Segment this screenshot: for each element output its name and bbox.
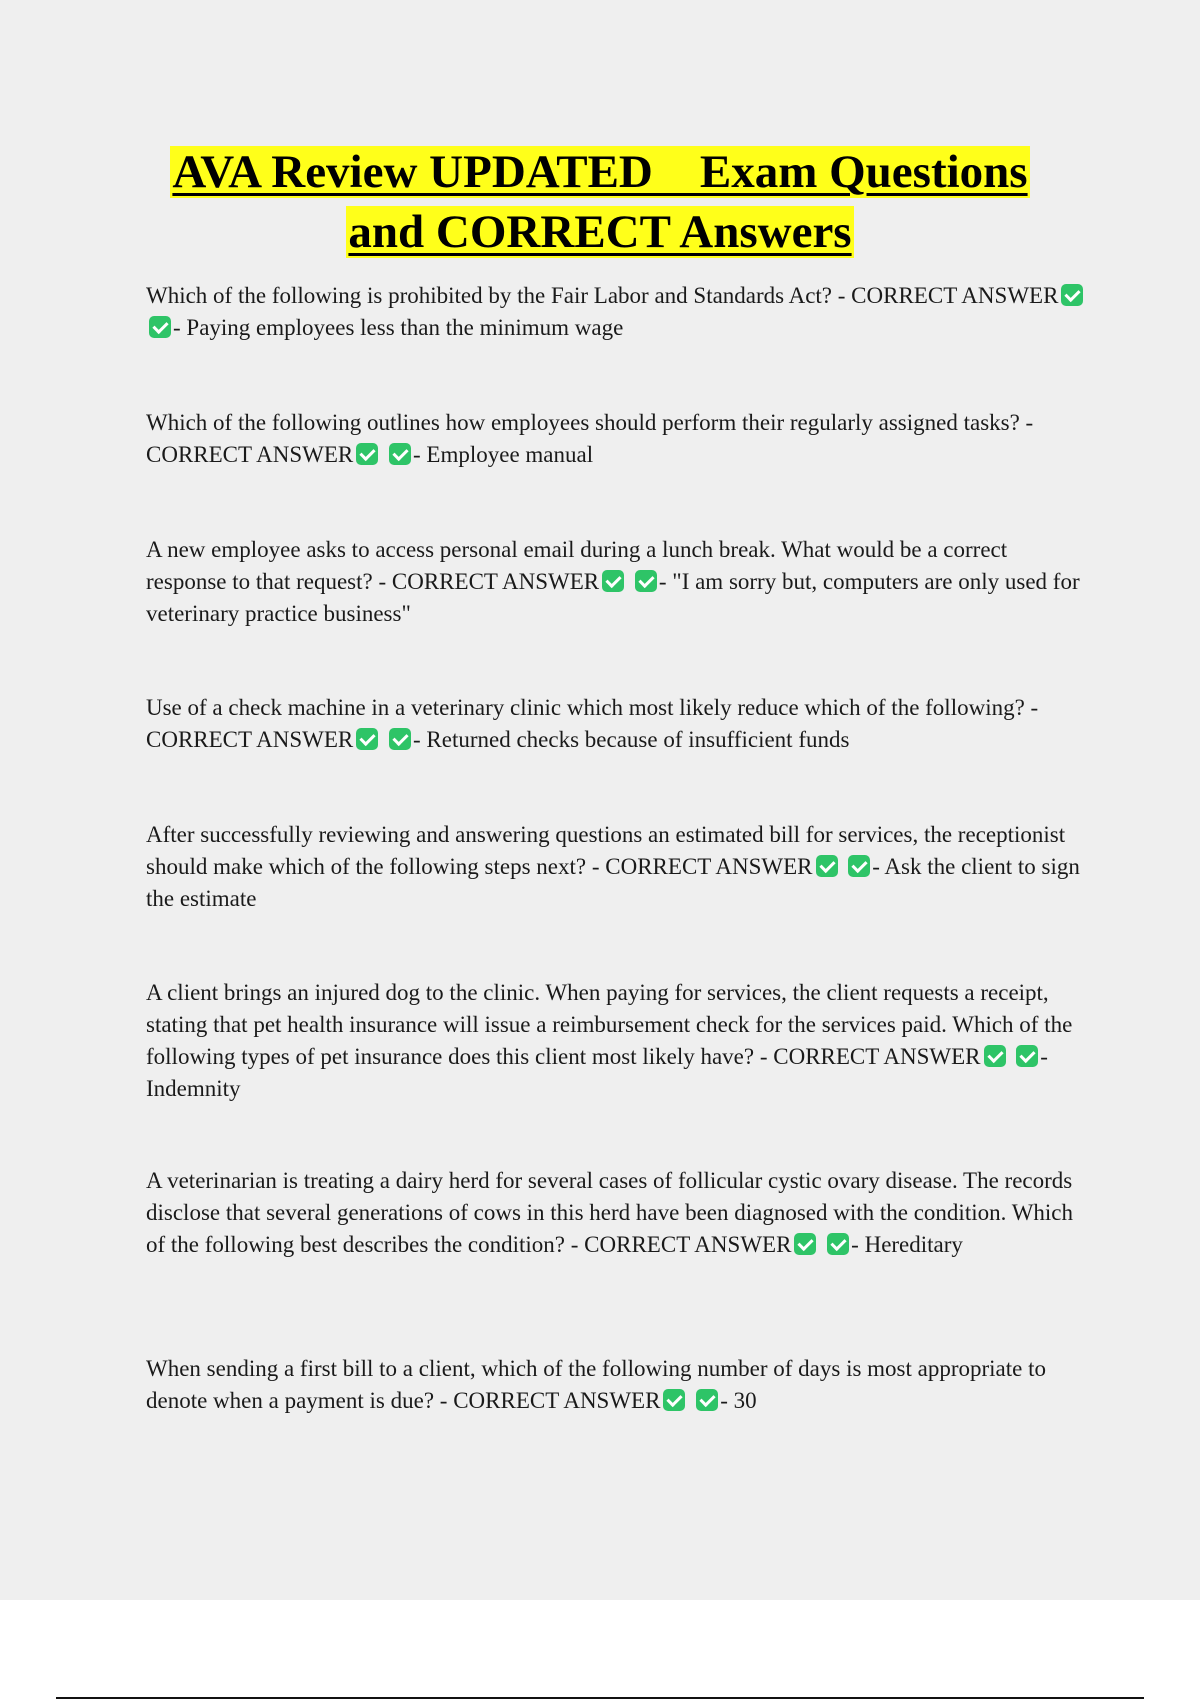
check-mark-icon: [1061, 284, 1083, 306]
question-text: A new employee asks to access personal email during a lunch break. What would be a correct response to that request? - CORRECT ANSWER: [146, 537, 1008, 594]
document-title: [0, 142, 1200, 262]
answer-text: - Paying employees less than the minimum wage: [173, 315, 624, 340]
check-mark-icon: [149, 316, 171, 338]
answer-text: - Employee manual: [413, 442, 594, 467]
qa-item-7: [146, 1165, 1086, 1261]
answer-text: - 30: [720, 1388, 757, 1413]
question-text: When sending a first bill to a client, which of the following number of days is most appropriate to denote when a payment is due? - CORRECT ANSWER: [146, 1356, 1046, 1413]
question-text: A veterinarian is treating a dairy herd for several cases of follicular cystic ovary disease. The records disclose that several generations of cows in this herd have been diagnosed with the condition. Which of the following best describes the condition? - CORRECT ANSWER: [146, 1168, 1073, 1257]
check-mark-icon: [356, 443, 378, 465]
answer-text: - Returned checks because of insufficient funds: [413, 727, 850, 752]
qa-item-6: [146, 977, 1086, 1105]
check-mark-icon: [848, 855, 870, 877]
check-mark-icon: [389, 443, 411, 465]
qa-item-1: [146, 280, 1086, 344]
qa-item-2: [146, 407, 1086, 471]
check-mark-icon: [635, 570, 657, 592]
question-text: Use of a check machine in a veterinary clinic which most likely reduce which of the following? - CORRECT ANSWER: [146, 695, 1039, 752]
answer-text: - Indemnity: [146, 1044, 1048, 1101]
check-mark-icon: [696, 1389, 718, 1411]
question-text: A client brings an injured dog to the clinic. When paying for services, the client requests a receipt, stating that pet health insurance will issue a reimbursement check for the services paid. Which of the following types of pet insurance does this client most likely have? - CORRECT ANSWER: [146, 980, 1073, 1069]
answer-text: - Ask the client to sign the estimate: [146, 854, 1080, 911]
qa-item-4: [146, 692, 1086, 756]
footer-divider: [56, 1697, 1144, 1699]
check-mark-icon: [663, 1389, 685, 1411]
check-mark-icon: [827, 1233, 849, 1255]
check-mark-icon: [794, 1233, 816, 1255]
question-text: After successfully reviewing and answering questions an estimated bill for services, the receptionist should make which of the following steps next? - CORRECT ANSWER: [146, 822, 1066, 879]
qa-item-8: [146, 1353, 1086, 1417]
question-text: Which of the following outlines how employees should perform their regularly assigned tasks? - CORRECT ANSWER: [146, 410, 1034, 467]
check-mark-icon: [984, 1045, 1006, 1067]
question-text: Which of the following is prohibited by the Fair Labor and Standards Act? - CORRECT ANSWER: [146, 283, 1059, 308]
check-mark-icon: [816, 855, 838, 877]
answer-text: - "I am sorry but, computers are only used for veterinary practice business": [146, 569, 1080, 626]
qa-item-3: [146, 534, 1086, 630]
title-line-2: and CORRECT Answers: [348, 206, 852, 258]
check-mark-icon: [356, 728, 378, 750]
check-mark-icon: [1016, 1045, 1038, 1067]
qa-item-5: [146, 819, 1086, 915]
check-mark-icon: [602, 570, 624, 592]
answer-text: - Hereditary: [851, 1232, 963, 1257]
check-mark-icon: [389, 728, 411, 750]
title-line-1: AVA Review UPDATED Exam Questions: [172, 146, 1028, 198]
